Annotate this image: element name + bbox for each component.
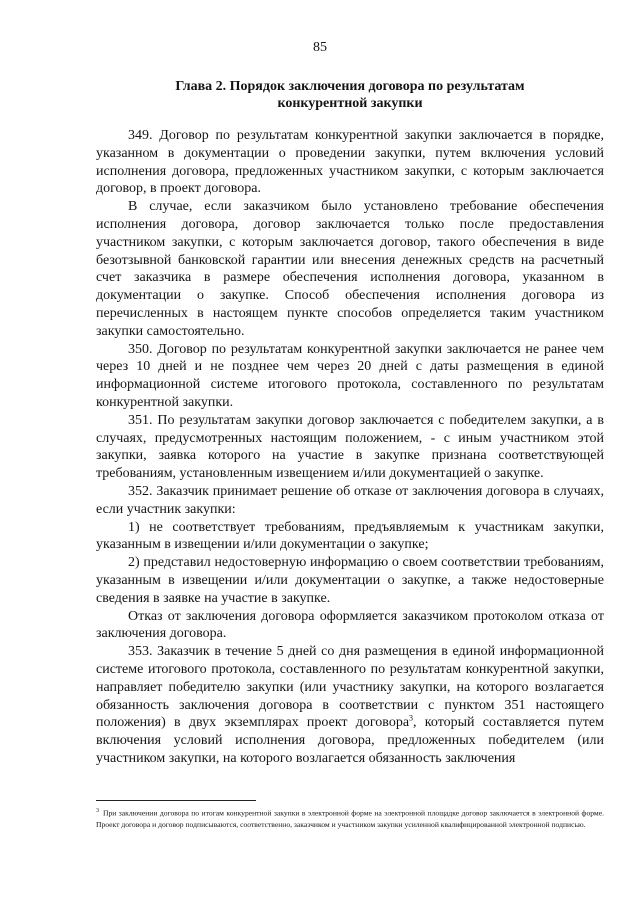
footnote-divider [96, 800, 256, 801]
paragraph-353-text-after: , который составляется путем включения условий исполнения договора, предложенных победителем (или участником закупки, на которого возлагается обязанность заключения [96, 715, 604, 766]
chapter-title-line-2: конкурентной закупки [277, 96, 423, 111]
paragraph-352-item-2: 2) представил недостоверную информацию о своем соответствии требованиям, указанным в извещении и/или документации о закупке, а также недостоверные сведения в заявке на участие в закупке. [96, 555, 604, 606]
paragraph-352: 352. Заказчик принимает решение об отказе от заключения договора в случаях, если участник закупки: [96, 483, 604, 517]
chapter-title-line-1: Глава 2. Порядок заключения договора по результатам [175, 79, 525, 94]
paragraph-353 [96, 643, 604, 768]
footnote-marker: 3 [96, 808, 99, 814]
footnote-text: При заключении договора по итогам конкурентной закупки в электронной форме на электронной площадке договор заключается в электронной форме. Проект договора и договор подписываются, соответственно, заказчиком и участником закупки усиленной квалифицированной электронной подписью. [96, 808, 604, 829]
paragraph-352-refusal: Отказ от заключения договора оформляется заказчиком протоколом отказа от заключения договора. [96, 608, 604, 642]
paragraph-349: 349. Договор по результатам конкурентной закупки заключается в порядке, указанном в документации о проведении закупки, путем включения условий исполнения договора, предложенных участником закупки, с которым заключается договор, в проект договора. [96, 128, 604, 197]
body-text [96, 127, 604, 768]
paragraph-350: 350. Договор по результатам конкурентной закупки заключается не ранее чем через 10 дней и не позднее чем через 20 дней с даты размещения в единой информационной системе итогового протокола, составленного по результатам конкурентной закупки. [96, 341, 604, 410]
paragraph-353-text-before: 353. Заказчик в течение 5 дней со дня размещения в единой информационной системе итогового протокола, составленного по результатам конкурентной закупки, направляет победителю закупки (или участнику закупки, на которого возлагается обязанность заключения договора в соответствии с пунктом 351 настоящего положения) в двух экземплярах проект договора [96, 644, 604, 731]
page-number: 85 [313, 40, 327, 55]
paragraph-351: 351. По результатам закупки договор заключается с победителем закупки, а в случаях, предусмотренных настоящим положением, - с иным участником этой закупки, заявка которого на участие в закупке признана соответствующей требованиям, установленным извещением и/или документацией о закупке. [96, 412, 604, 482]
paragraph-349-guarantee: В случае, если заказчиком было установлено требование обеспечения исполнения договора, договор заключается только после предоставления участником закупки, с которым заключается договор, такого обеспечения в виде безотзывной банковской гарантии или внесения денежных средств на расчетный счет заказчика в размере обеспечения исполнения договора, указанном в документации о закупке. Способ обеспечения исполнения договора из перечисленных в настоящем пункте способов определяется таким участником закупки самостоятельно. [96, 199, 604, 339]
chapter-title [150, 78, 550, 112]
footnote-reference: 3 [409, 713, 414, 723]
paragraph-352-item-1: 1) не соответствует требованиям, предъявляемым к участникам закупки, указанным в извещении и/или документации о закупке; [96, 519, 604, 553]
footnote [96, 806, 604, 830]
